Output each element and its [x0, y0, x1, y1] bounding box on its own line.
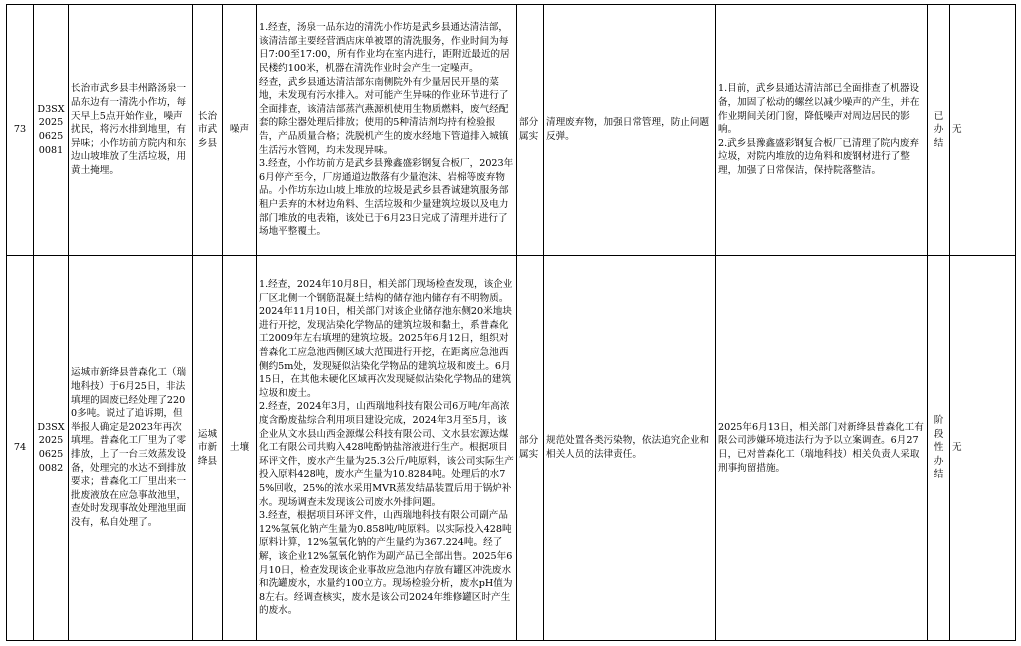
verification-result: 部分属实 [517, 256, 544, 641]
handling-requirement: 规范处置各类污染物，依法追究企业和相关人员的法律责任。 [544, 256, 716, 641]
case-status: 阶段性办结 [928, 256, 950, 641]
finding-paragraph: 1.经查，2024年10月8日，相关部门现场检查发现，该企业厂区北侧一个钢筋混凝土结构的储存池内储存有不明物质。2024年11月10日，相关部门对该企业储存池东侧20米地块进行开挖，发现沾染化学物品的建筑垃圾和黏土，系普森化工2009年左右填埋的建筑垃圾。2025年6月12日，组织对普森化工应急池西侧区域大范围进行开挖，在距离应急池西侧约5m处，发现疑似沾染化学物品的建筑垃圾和废土。6月15日，在其他未硬化区域再次发现疑似沾染化学物品的建筑垃圾和废土。 [259, 279, 513, 399]
complaint-description: 长治市武乡县丰州路汤泉一品东边有一清洗小作坊，每天早上5点开始作业，噪声扰民，将污水排到地里，有异味；小作坊前方院内和东边山坡堆放了生活垃圾，用黄土掩埋。 [69, 5, 193, 256]
accountability: 无 [950, 256, 1016, 641]
rectification-status [716, 256, 928, 641]
rectification-paragraph: 2025年6月13日，相关部门对新绛县普森化工有限公司涉嫌环境违法行为予以立案调查。6月27日，已对普森化工（瑞地科技）相关负责人采取刑事拘留措施。 [718, 421, 924, 474]
row-number: 74 [7, 256, 34, 641]
finding-paragraph: 3.经查，小作坊前方是武乡县豫鑫盛彩钢复合板厂，2023年6月停产至今，厂房通道边散落有少量泡沫、岩棉等废弃物品。小作坊东边山坡上堆放的垃圾是武乡县香诚建筑服务部租户丢弃的木材边角料、生活垃圾和少量建筑垃圾以及电力部门堆放的电表箱，该处已于6月23日完成了清理并进行了场地平整覆土。 [259, 158, 514, 238]
rectification-paragraph: 1.目前，武乡县通达清洁部已全面排查了机器设备，加固了松动的螺丝以减少噪声的产生，并在作业期间关闭门窗，降低噪声对周边居民的影响。 [718, 83, 920, 136]
finding-paragraph: 经查，武乡县通达清洁部东南侧院外有少量居民开垦的菜地，未发现有污水排入。对可能产生异味的作业环节进行了全面排查，该清洁部蒸汽燕源机使用生物质燃料，废气经配套的除尘器处理后排放；使用的5种清洁剂均持有检验报告，产品质量合格；洗脱机产生的废水经地下管道排入城镇生活污水管网，均未发现异味。 [259, 76, 509, 156]
table-row [7, 256, 1016, 641]
finding-paragraph: 2.经查，2024年3月，山西瑞地科技有限公司6万吨/年高浓度含酚废盐综合利用项目建设完成，2024年3月至5月，该企业从文水县山西金源煤公科技有限公司、文水县宏源达煤化工有限公司共购入428吨酚钠盐溶液进行生产。根据项目环评文件，废水产生量为25.3公斤/吨原料，该公司实际生产投入原料428吨，废水产生量为10.8284吨。处理后的水75%回收，25%的浓水采用MVR蒸发结晶装置后用于锅炉补水。现场调查未发现该公司废水外排问题。 [259, 401, 514, 508]
row-number: 73 [7, 5, 34, 256]
pollution-type: 土壤 [223, 256, 257, 641]
rectification-status [716, 5, 928, 256]
verification-result: 部分属实 [517, 5, 544, 256]
case-status: 已办结 [928, 5, 950, 256]
complaint-table [6, 4, 1016, 641]
region-cell: 长治市武乡县 [193, 5, 223, 256]
accountability: 无 [950, 5, 1016, 256]
case-code: D3SX202506250082 [34, 256, 69, 641]
complaint-description: 运城市新绛县普森化工（瑞地科技）于6月25日，非法填埋的固废已经处理了2200多吨。说过了追诉期，但举报人确定是2023年再次填埋。普森化工厂里为了零排放，上了一台三效蒸发设备，处理完的水达不到排放要求；普森化工厂里出来一批废液放在应急事故池里，查处时发现事故处理池里面没有，私自处理了。 [69, 256, 193, 641]
investigation-findings [257, 5, 517, 256]
region-cell: 运城市新绛县 [193, 256, 223, 641]
handling-requirement: 清理废弃物，加强日常管理，防止问题反弹。 [544, 5, 716, 256]
finding-paragraph: 1.经查，汤泉一品东边的清洗小作坊是武乡县通达清洁部，该清洁部主要经营酒店床单被罩的清洗服务，作业时间为每日7:00至17:00，所有作业均在室内进行，距附近最近的居民楼约100米，机器在清洗作业时会产生一定噪声。 [259, 22, 510, 75]
rectification-paragraph: 2.武乡县豫鑫盛彩钢复合板厂已清理了院内废弃垃圾，对院内堆放的边角料和废钢材进行了整理，加强了日常保洁，保持院落整洁。 [718, 137, 920, 176]
investigation-findings [257, 256, 517, 641]
table-row [7, 5, 1016, 256]
case-code: D3SX202506250081 [34, 5, 69, 256]
pollution-type: 噪声 [223, 5, 257, 256]
finding-paragraph: 3.经查，根据项目环评文件，山西瑞地科技有限公司副产品12%氢氧化钠产生量为0.858吨/吨原料。以实际投入428吨原料计算，12%氢氧化钠的产生量约为367.224吨。经了解，该企业12%氢氧化钠作为副产品已全部出售。2025年6月10日，检查发现该企业事故应急池内存放有罐区冲洗废水和洗罐废水，水量约100立方。现场检验分析，废水pH值为8左右。经调查核实，废水是该公司2024年维修罐区时产生的废水。 [259, 510, 513, 617]
